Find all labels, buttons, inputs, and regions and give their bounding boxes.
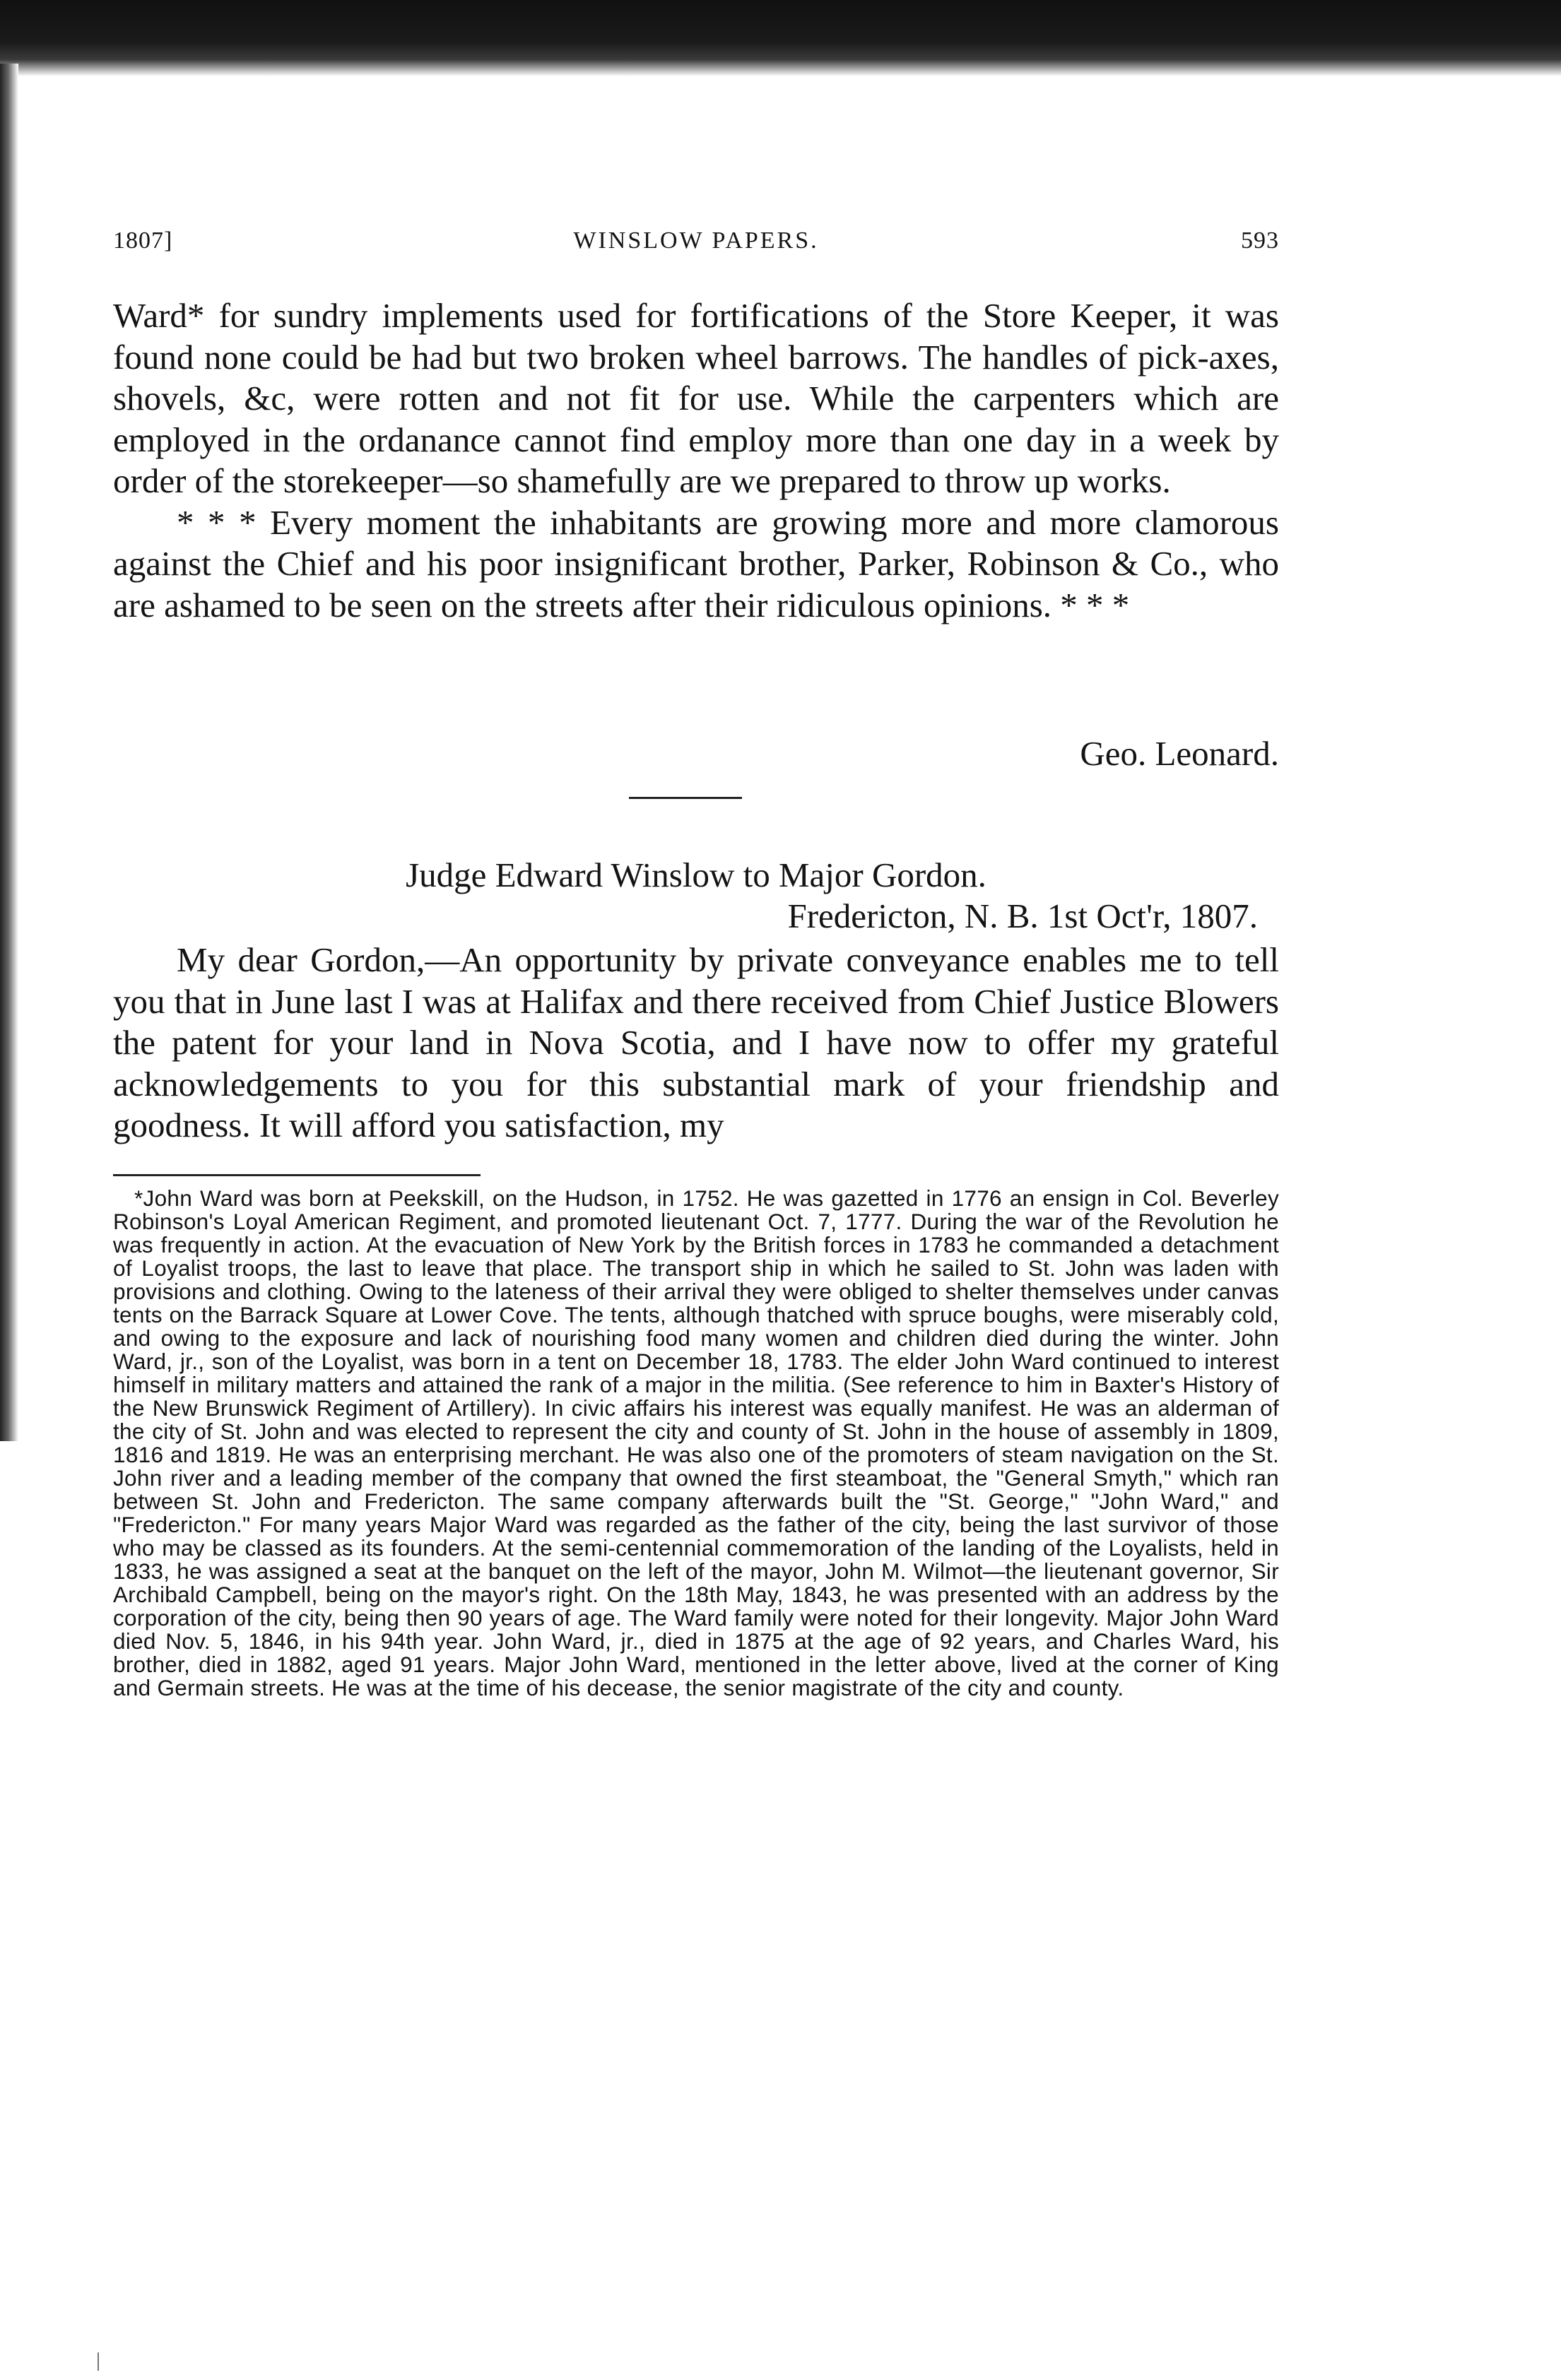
section-divider: [629, 797, 742, 799]
letter-dateline: Fredericton, N. B. 1st Oct'r, 1807.: [787, 896, 1258, 935]
paragraph-3: My dear Gordon,—An opportunity by private conveyance enables me to tell you that in June last I was at Halifax and there received from Chief Justice Blowers the patent for your land in Nova Scotia, and I have now to offer my grateful acknowledgements to you for this substantial mark of your friendship and goodness. It will afford you satisfaction, my: [113, 940, 1279, 1144]
paragraph-1: Ward* for sundry implements used for fortifications of the Store Keeper, it was found none could be had but two broken wheel barrows. The handles of pick-axes, shovels, &c, were rotten and not fit for use. While the carpenters which are employed in the ordanance cannot find employ more than one day in a week by order of the storekeeper—so shamefully are we prepared to throw up works.: [113, 296, 1279, 500]
footnote-rule: [113, 1174, 481, 1176]
letter-body-2: [113, 940, 1279, 1147]
running-head-year: 1807]: [113, 227, 173, 254]
letter-heading: Judge Edward Winslow to Major Gordon.: [406, 856, 986, 894]
running-head: [113, 227, 1279, 263]
running-head-title: WINSLOW PAPERS.: [573, 227, 819, 254]
scan-left-edge: [0, 64, 18, 1441]
page-number: 593: [1241, 227, 1279, 254]
footnote-text: *John Ward was born at Peekskill, on the Hudson, in 1752. He was gazetted in 1776 an ensign in Col. Beverley Robinson's Loyal American Regiment, and promoted lieutenant Oct. 7, 1777. During the war of the Revolution he was frequently in action. At the evacuation of New York by the British forces in 1783 he commanded a detachment of Loyalist troops, the last to leave that place. The transport ship in which he sailed to St. John was laden with provisions and clothing. Owing to the lateness of their arrival they were obliged to shelter themselves under canvas tents on the Barrack Square at Lower Cove. The tents, although thatched with spruce boughs, were miserably cold, and owing to the exposure and lack of nourishing food many women and children died during the winter. John Ward, jr., son of the Loyalist, was born in a tent on December 18, 1783. The elder John Ward continued to interest himself in military matters and attained the rank of a major in the militia. (See reference to him in Baxter's History of the New Brunswick Regiment of Artillery). In civic affairs his interest was equally manifest. He was an alderman of the city of St. John and was elected to represent the city and county of St. John in the house of assembly in 1809, 1816 and 1819. He was an enterprising merchant. He was also one of the promoters of steam navigation on the St. John river and a leading member of the company that owned the first steamboat, the "General Smyth," which ran between St. John and Fredericton. The same company afterwards built the "St. George," "John Ward," and "Fredericton." For many years Major Ward was regarded as the father of the city, being the last survivor of those who may be classed as its founders. At the semi-centennial commemoration of the landing of the Loyalists, held in 1833, he was assigned a seat at the banquet on the left of the mayor, John M. Wilmot—the lieutenant governor, Sir Archibald Campbell, being on the mayor's right. On the 18th May, 1843, he was presented with an address by the corporation of the city, being then 90 years of age. The Ward family were noted for their longevity. Major John Ward died Nov. 5, 1846, in his 94th year. John Ward, jr., died in 1875 at the age of 92 years, and Charles Ward, his brother, died in 1882, aged 91 years. Major John Ward, mentioned in the letter above, lived at the corner of King and Germain streets. He was at the time of his decease, the senior magistrate of the city and county.: [113, 1185, 1279, 1700]
footnote: [113, 1187, 1279, 1700]
signature-leonard: Geo. Leonard.: [1080, 734, 1279, 773]
scan-mark: [98, 2352, 99, 2371]
paragraph-2: * * * Every moment the inhabitants are growing more and more clamorous against the Chief and his poor insignificant brother, Parker, Robinson & Co., who are ashamed to be seen on the streets after their ridiculous opinions. * * *: [113, 502, 1279, 624]
scan-top-edge: [0, 0, 1561, 76]
letter-body-1: [113, 295, 1279, 626]
